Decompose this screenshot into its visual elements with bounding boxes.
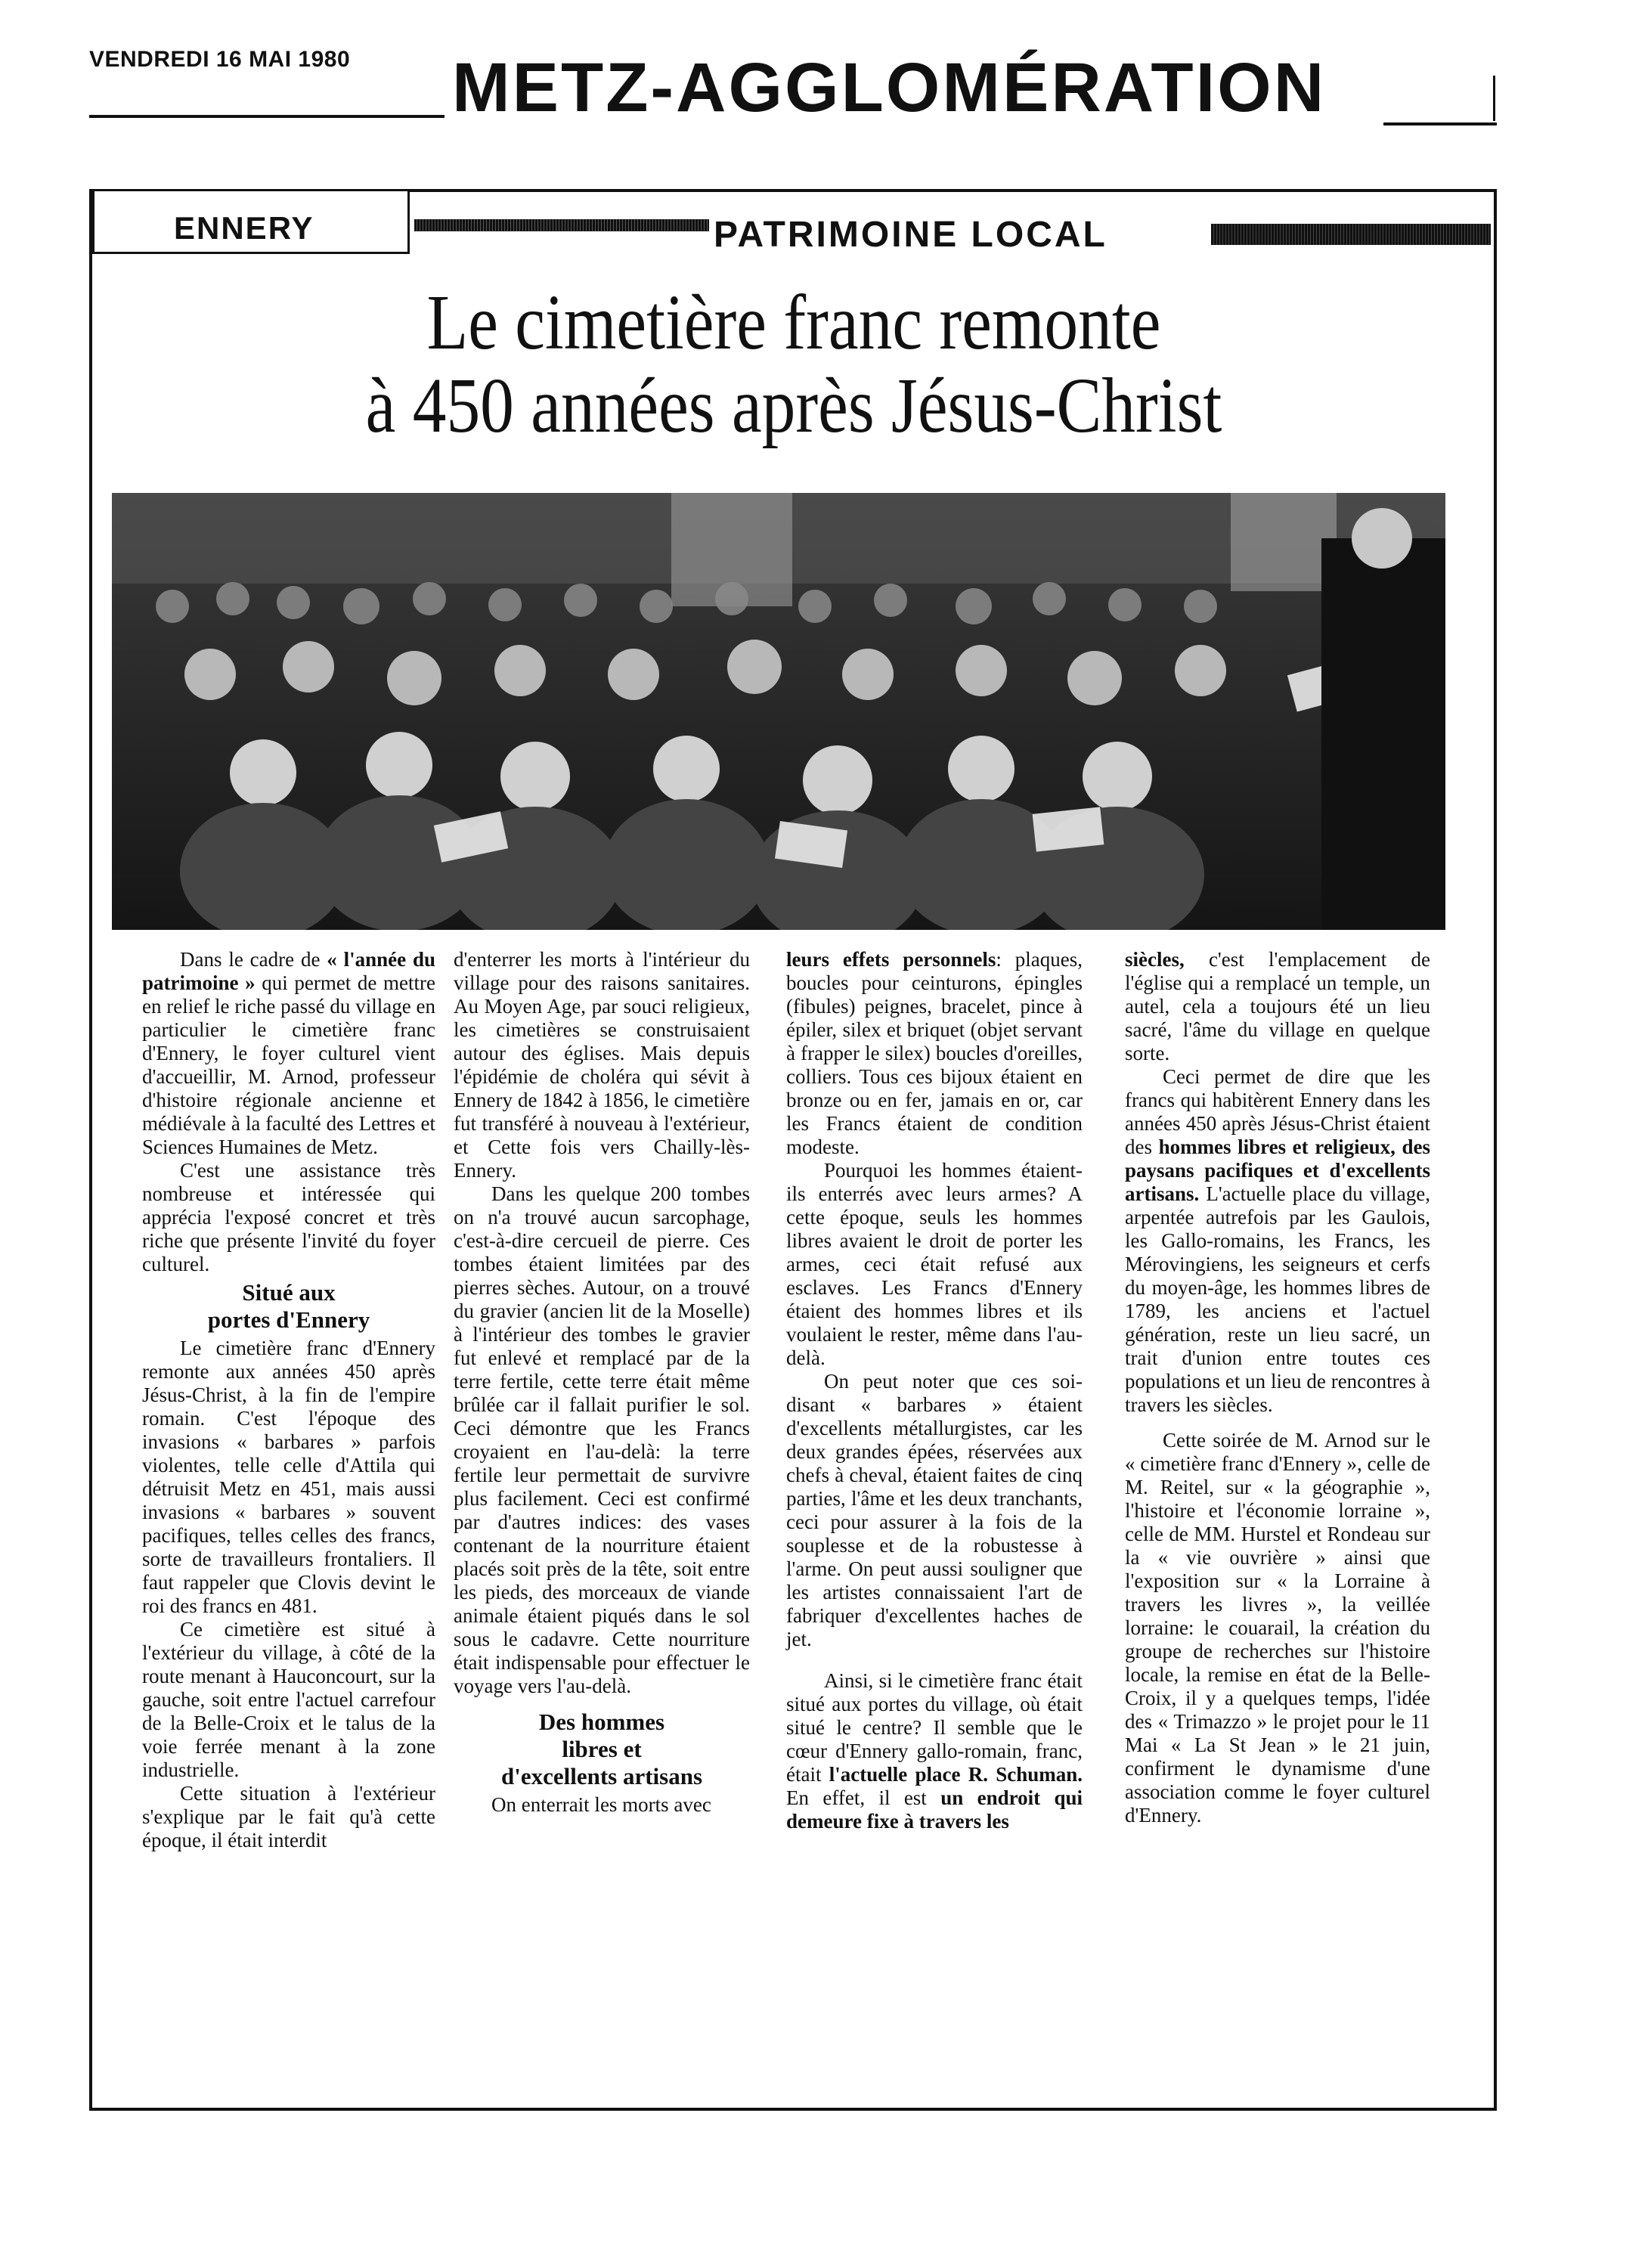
- header-tick: [1493, 76, 1495, 121]
- paragraph: Le cimetière franc d'Ennery remonte aux années 450 après Jésus-Christ, à la fin de l'empire romain. C'est l'époque des invasions « barbares » parfois violentes, telle celle d'Attila qui détruisit Metz en 451, mais aussi invasions « barbares » souvent pacifiques, telles celles des francs, sorte de travailleurs frontaliers. Il faut rappeler que Clovis devint le roi des francs en 481.: [142, 1337, 435, 1617]
- paragraph: On peut noter que ces soi-disant « barbares » étaient d'excellents métallurgistes, car les deux grandes épées, réservées aux chefs à cheval, étaient faites de cinq parties, l'âme et les deux tranchants, ceci pour assurer à la fois de la souplesse et de la robustesse à l'arme. On peut aussi souligner que les artistes connaissaient l'art de fabriquer d'excellentes haches de jet.: [786, 1370, 1083, 1650]
- audience-photo-graphic: [112, 493, 1445, 930]
- text-span: En effet, il est: [786, 1786, 941, 1809]
- bold-text: siècles,: [1125, 948, 1185, 971]
- subheading-line: portes d'Ennery: [207, 1306, 370, 1333]
- text-span: Ainsi, si le cimetière franc était situé aux portes du village, où était situé le centre? Il semble que le cœur d'Ennery gallo-romain, franc, était: [786, 1669, 1083, 1786]
- audience-photo: [112, 493, 1445, 930]
- text-span: L'actuelle place du village, arpentée autrefois par les Gaulois, les Gallo-romains, les Francs, les Mérovingiens, les seigneurs et cerfs du moyen-âge, les hommes libres de 1789, les anciens et l'actuel génération, reste un lieu sacré, un trait d'union entre toutes ces populations et un lieu de rencontres à travers les siècles.: [1125, 1182, 1430, 1416]
- paragraph: [1125, 948, 1430, 1065]
- rubric-band-right: [1211, 224, 1491, 245]
- paragraph: [142, 948, 435, 1159]
- paragraph: Ce cimetière est situé à l'extérieur du village, à côté de la route menant à Hauconcourt, sur la gauche, soit entre l'actuel carrefour de la Belle-Croix et le talus de la voie ferrée menant à la zone industrielle.: [142, 1618, 435, 1781]
- text-span: Dans le cadre de: [180, 948, 327, 971]
- headline-line-2: à 450 années après Jésus-Christ: [365, 362, 1222, 449]
- issue-date: VENDREDI 16 MAI 1980: [89, 47, 351, 72]
- section-title: METZ-AGGLOMÉRATION: [452, 49, 1327, 126]
- text-span: c'est l'emplacement de l'église qui a remplacé un temple, un autel, cela a toujours été un lieu sacré, l'âme du village en quelque sorte.: [1125, 948, 1430, 1064]
- paragraph: [1125, 1065, 1430, 1417]
- text-span: qui permet de mettre en relief le riche passé du village en particulier le cimetière franc d'Ennery, le foyer culturel vient d'accueillir, M. Arnod, professeur d'histoire régionale ancienne et médiévale à la faculté des Lettres et Sciences Humaines de Metz.: [142, 971, 435, 1158]
- bold-text: « l'année du patrimoine »: [142, 948, 435, 994]
- subheading: [454, 1709, 750, 1790]
- subheading-line: d'excellents artisans: [500, 1763, 703, 1789]
- paragraph: [786, 948, 1083, 1159]
- subheading-line: Des hommes: [538, 1709, 665, 1735]
- region-label: ENNERY: [174, 210, 314, 246]
- paragraph: Dans les quelque 200 tombes on n'a trouvé aucun sarcophage, c'est-à-dire cercueil de pierre. Ces tombes étaient limitées par des pierres sèches. Autour, on a trouvé du gravier (ancien lit de la Moselle) à l'intérieur des tombes le gravier fut enlevé et remplacé par de la terre fertile, cette terre était même brûlée car il fallait purifier le sol. Ceci démontre que les Francs croyaient en l'au-delà: la terre fertile leur permettait de survivre plus facilement. Ceci est confirmé par d'autres indices: des vases contenant de la nourriture étaient placés soit près de la tête, soit entre les pieds, des morceaux de viande animale étaient piqués dans le sol sous le cadavre. Cette nourriture était indispensable pour effectuer le voyage vers l'au-delà.: [454, 1182, 750, 1697]
- rubric-band-left: [414, 219, 709, 231]
- bold-text: leurs effets personnels: [786, 948, 996, 971]
- paragraph: Cette soirée de M. Arnod sur le « cimetière franc d'Ennery », celle de M. Reitel, sur « la géographie », l'histoire et l'économie lorraine », celle de MM. Hurstel et Rondeau sur la « vie ouvrière » ainsi que l'exposition sur « la Lorraine à travers les livres », la veillée lorraine: le couarail, la création du groupe de recherches sur l'histoire locale, la remise en état de la Belle-Croix, il y a quelques temps, l'idée des « Trimazzo » le projet pour le 11 Mai « La St Jean » le 21 juin, confirment le dynamisme d'une association comme le foyer culturel d'Ennery.: [1125, 1429, 1430, 1826]
- rubric-label: PATRIMOINE LOCAL: [714, 215, 1107, 255]
- paragraph: Pourquoi les hommes étaient-ils enterrés avec leurs armes? A cette époque, seuls les hommes libres avaient le droit de porter les armes, ceci était refusé aux esclaves. Les Francs d'Ennery étaient des hommes libres et ils voulaient le rester, même dans l'au-delà.: [786, 1159, 1083, 1369]
- bold-text: l'actuelle place R. Schuman.: [829, 1763, 1083, 1786]
- bold-text: hommes libres et religieux, des paysans pacifiques et d'excellents artisans.: [1125, 1136, 1431, 1205]
- bold-text: un endroit qui demeure fixe à travers les: [786, 1786, 1083, 1833]
- paragraph: C'est une assistance très nombreuse et intéressée qui apprécia l'exposé concret et très riche que présente l'invité du foyer culturel.: [142, 1159, 435, 1275]
- column-3: [786, 948, 1083, 1833]
- text-span: Ceci permet de dire que les francs qui habitèrent Ennery dans les années 450 après Jésus-Christ étaient des: [1125, 1065, 1430, 1158]
- paragraph: [786, 1669, 1083, 1833]
- headline: [196, 281, 1392, 448]
- paragraph: On enterrait les morts avec: [491, 1793, 711, 1816]
- headline-line-1: Le cimetière franc remonte: [426, 279, 1161, 366]
- subheading-line: Situé aux: [242, 1279, 336, 1306]
- header-rule-left: [89, 115, 445, 118]
- text-span: : plaques, boucles pour ceinturons, épingles (fibules) peignes, bracelet, pince à épiler, silex et briquet (objet servant à frapper le silex) boucles d'oreilles, colliers. Tous ces bijoux étaient en bronze ou en fer, jamais en or, car les Francs étaient de condition modeste.: [786, 948, 1083, 1158]
- header-rule-right: [1383, 122, 1497, 125]
- subheading-line: libres et: [562, 1736, 642, 1762]
- paragraph: d'enterrer les morts à l'intérieur du village pour des raisons sanitaires. Au Moyen Age, par souci religieux, les cimetières se construisaient autour des églises. Mais depuis l'épidémie de choléra qui sévit à Ennery de 1842 à 1856, le cimetière fut transféré à nouveau à l'extérieur, et Cette fois vers Chailly-lès-Ennery.: [454, 948, 750, 1182]
- column-2: [454, 948, 750, 1817]
- subheading: [142, 1279, 435, 1334]
- column-1: [142, 948, 435, 1852]
- column-4: [1125, 948, 1430, 1827]
- paragraph: Cette situation à l'extérieur s'explique par le fait qu'à cette époque, il était interdit: [142, 1782, 435, 1851]
